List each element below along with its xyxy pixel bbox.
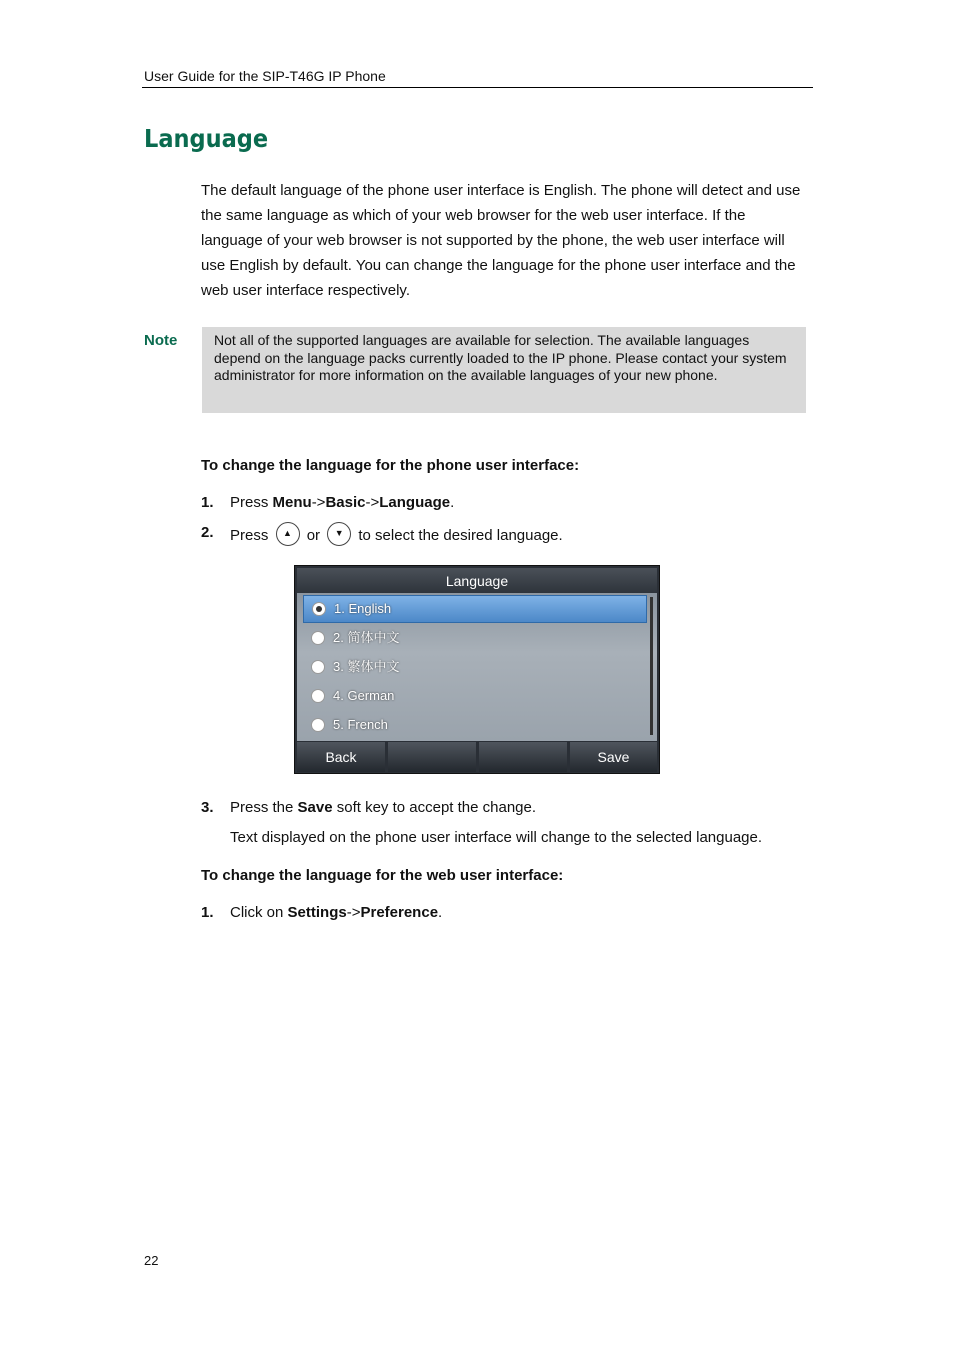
step-number: 1. xyxy=(201,904,214,921)
radio-unselected-icon xyxy=(311,689,325,703)
language-option-french xyxy=(303,711,647,739)
softkey-empty-3 xyxy=(479,742,567,772)
softkey-save: Save xyxy=(570,742,657,772)
option-label: 1. English xyxy=(334,601,392,616)
language-option-english xyxy=(303,595,647,623)
language-key-name: Language xyxy=(379,494,451,511)
up-key-icon: ▲ xyxy=(276,522,300,546)
web-ui-heading: To change the language for the web user interface: xyxy=(201,867,564,884)
separator: -> xyxy=(365,494,380,511)
option-label: 4. German xyxy=(333,688,395,703)
radio-unselected-icon xyxy=(311,660,325,674)
step-text xyxy=(230,799,536,816)
screen-title: Language xyxy=(297,568,657,593)
menu-key-name: Menu xyxy=(272,494,312,511)
step-text xyxy=(230,904,442,921)
step-text-part: Press xyxy=(230,526,269,544)
option-label: 5. French xyxy=(333,717,388,732)
period: . xyxy=(450,494,455,511)
step-text-part: Press xyxy=(230,494,273,511)
note-text: Not all of the supported languages are available for selection. The available languages depend on the language packs currently loaded to the IP phone. Please contact your system administrator for more information on the available languages of your new phone. xyxy=(214,332,787,383)
language-option-simplified-chinese xyxy=(303,624,647,652)
radio-selected-icon xyxy=(312,602,326,616)
step-note-text: Text displayed on the phone user interface will change to the selected language. xyxy=(230,829,763,846)
scrollbar xyxy=(650,597,653,735)
step-text xyxy=(230,524,563,548)
option-label: 2. 简体中文 xyxy=(333,630,400,645)
header-rule xyxy=(142,87,813,88)
section-title: Language xyxy=(144,124,269,153)
option-label: 3. 繁体中文 xyxy=(333,659,400,674)
step-text xyxy=(230,494,454,511)
step-text-part: Press the xyxy=(230,799,298,816)
softkey-back: Back xyxy=(297,742,385,772)
step-number: 3. xyxy=(201,799,214,816)
page-number: 22 xyxy=(144,1253,159,1268)
softkey-empty-2 xyxy=(388,742,476,772)
basic-key-name: Basic xyxy=(325,494,366,511)
down-key-icon: ▼ xyxy=(327,522,351,546)
preference-menu-name: Preference xyxy=(360,904,439,921)
save-key-name: Save xyxy=(297,799,333,816)
step-text-part: soft key to accept the change. xyxy=(332,799,537,816)
radio-unselected-icon xyxy=(311,718,325,732)
settings-menu-name: Settings xyxy=(287,904,347,921)
step-number: 2. xyxy=(201,524,214,541)
separator: -> xyxy=(346,904,361,921)
intro-paragraph: The default language of the phone user interface is English. The phone will detect and use the same language as which of your web browser for the web user interface. If the language of your web browser is not supported by the phone, the web user interface will use English by default. You can change the language for the phone user interface and the web user interface respectively. xyxy=(201,182,801,299)
language-option-traditional-chinese xyxy=(303,653,647,681)
separator: -> xyxy=(311,494,326,511)
period: . xyxy=(438,904,443,921)
language-list xyxy=(297,593,657,741)
step-number: 1. xyxy=(201,494,214,511)
note-label: Note xyxy=(144,332,178,349)
language-option-german xyxy=(303,682,647,710)
step-text-part: Click on xyxy=(230,904,288,921)
note-box xyxy=(202,327,806,413)
phone-screen-screenshot xyxy=(294,565,660,774)
running-header: User Guide for the SIP-T46G IP Phone xyxy=(144,68,386,84)
step-text-part: to select the desired language. xyxy=(358,526,563,544)
phone-ui-heading: To change the language for the phone user interface: xyxy=(201,457,580,474)
step-text-part: or xyxy=(306,526,321,544)
radio-unselected-icon xyxy=(311,631,325,645)
